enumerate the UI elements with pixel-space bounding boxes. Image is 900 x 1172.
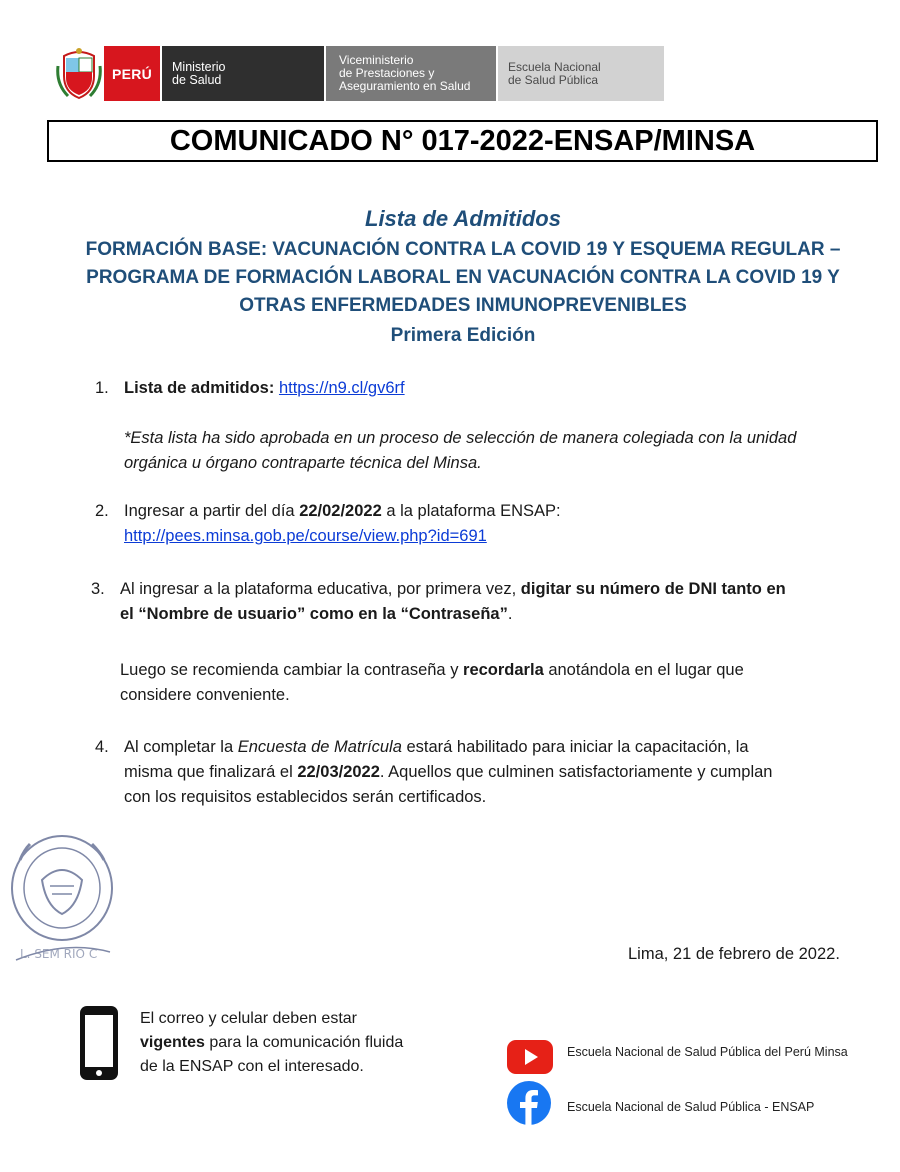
item-3: Al ingresar a la plataforma educativa, por primera vez, digitar su número de DNI tanto en el “Nombre de usuario” como en la “Contraseña”. [120,580,786,623]
item-2-link-row [124,524,487,549]
page-title: COMUNICADO N° 017-2022-ENSAP/MINSA [169,124,756,157]
school-block: Escuela Nacional de Salud Pública [498,46,664,101]
platform-link[interactable]: http://pees.minsa.gob.pe/course/view.php?id=691 [124,527,487,545]
date-line: Lima, 21 de febrero de 2022. [628,945,840,963]
subtitle: Lista de Admitidos [365,206,561,231]
title-box [47,120,878,162]
program-heading: FORMACIÓN BASE: VACUNACIÓN CONTRA LA COVID 19 Y ESQUEMA REGULAR – PROGRAMA DE FORMACIÓN LABORAL EN VACUNACIÓN CONTRA LA COVID 19 Y OTRAS ENFERMEDADES INMUNOPREVENIBLES [85,239,841,316]
item-2-number: 2. [95,502,109,520]
item-1-number: 1. [95,379,109,397]
item-1 [124,376,405,401]
edition-label: Primera Edición [390,325,536,346]
item-3-paragraph-2: Luego se recomienda cambiar la contraseña y recordarla anotándola en el lugar que considere conveniente. [120,661,744,704]
svg-text:L. SEM RIO C: L. SEM RIO C [20,947,98,961]
contact-note: El correo y celular deben estar vigentes para la comunicación fluida de la ENSAP con el interesado. [140,1010,404,1075]
item-3-number: 3. [91,580,105,598]
coat-of-arms-icon [56,46,102,101]
facebook-icon[interactable] [507,1081,551,1125]
official-seal-stamp [6,830,118,968]
peru-block: PERÚ [104,46,160,101]
ministry-block: Ministerio de Salud [162,46,324,101]
item-1-label: Lista de admitidos: [124,379,275,397]
item-1-note: *Esta lista ha sido aprobada en un proceso de selección de manera colegiada con la unidad orgánica u órgano contraparte técnica del Minsa. [124,429,797,472]
item-4-number: 4. [95,738,109,756]
facebook-page-label[interactable]: Escuela Nacional de Salud Pública - ENSAP [567,1100,815,1114]
youtube-channel-label[interactable]: Escuela Nacional de Salud Pública del Perú Minsa [567,1045,848,1059]
phone-icon [78,1004,120,1082]
header-logos [56,46,664,101]
youtube-icon[interactable] [507,1040,553,1074]
item-2: Ingresar a partir del día 22/02/2022 a la plataforma ENSAP: [124,502,561,520]
end-date: 22/03/2022 [297,763,380,781]
admitted-list-link[interactable]: https://n9.cl/gv6rf [278,379,405,397]
start-date: 22/02/2022 [299,502,382,520]
item-4: Al completar la Encuesta de Matrícula estará habilitado para iniciar la capacitación, la misma que finalizará el 22/03/2022. Aquellos que culminen satisfactoriamente y cumplan con los requisitos establecidos serán certificados. [124,738,773,806]
viceministry-block: Viceministerio de Prestaciones y Aseguramiento en Salud [326,46,496,101]
